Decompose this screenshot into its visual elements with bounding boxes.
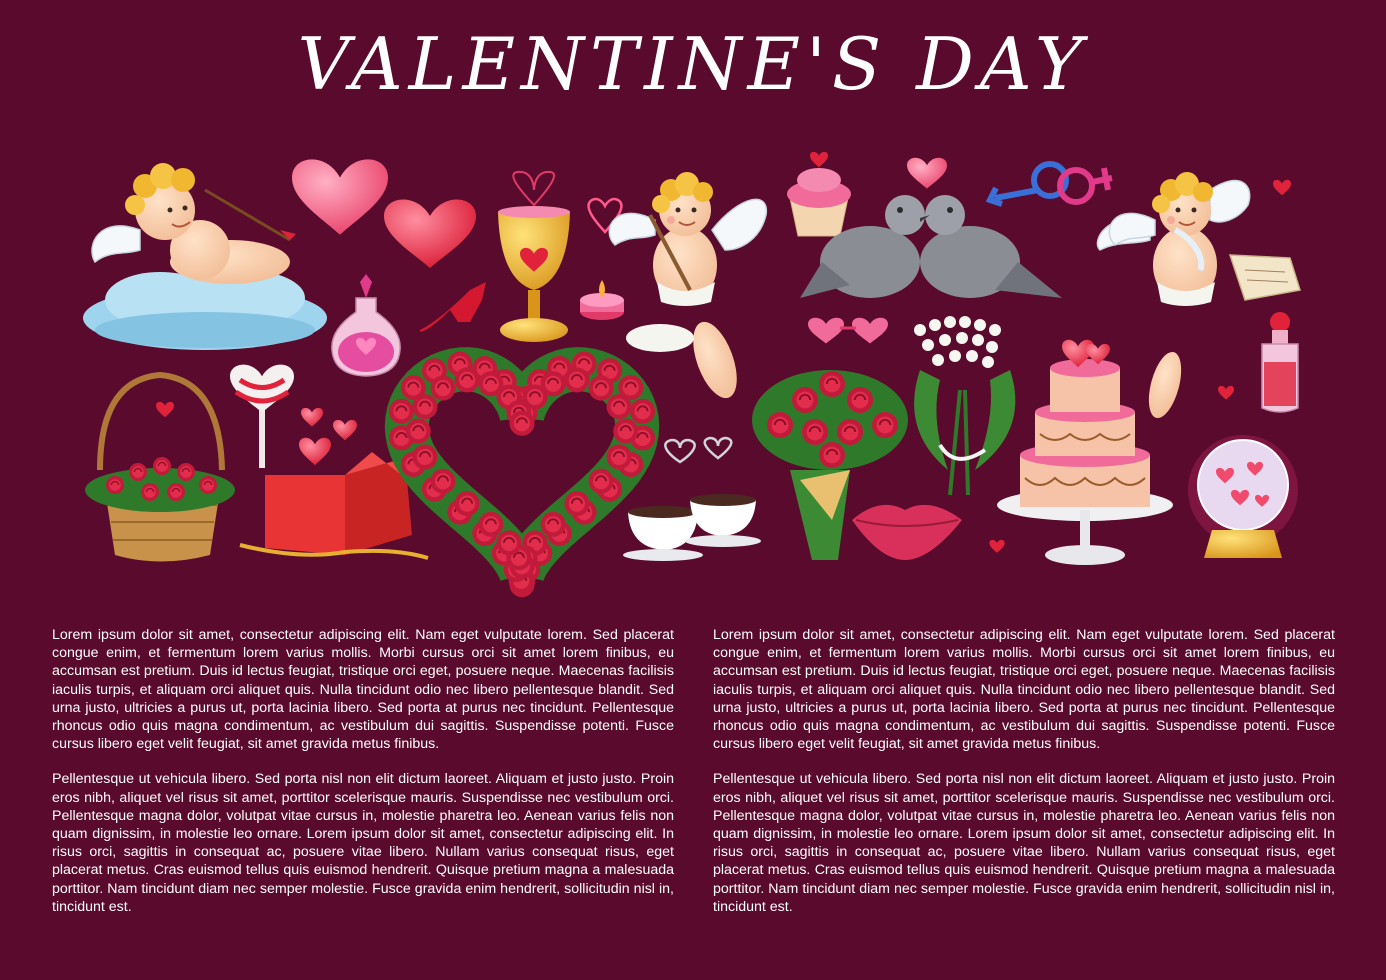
body-paragraph: Pellentesque ut vehicula libero. Sed porta nisl non elit dictum laoreet. Aliquam et justo justo. Proin eros nibh, aliquet vel risus sit amet, porttitor scelerisque mauris. Suspendisse nec vestibulum orci. Pellentesque magna dolor, volutpat vitae cursus in, molestie pharetra leo. Aenean varius felis non quam dignissim, in molestie leo ornare. Lorem ipsum dolor sit amet, consectetur adipiscing elit. In risus orci, sagittis in consequat ac, posuere vitae libero. Nullam varius consequat risus, eget placerat metus. Cras euismod tellus quis euismod hendrerit. Quisque pretium magna a malesuada porttitor. Nam tincidunt diam nec semper molestie. Fusce gravida enim hendrerit, sollicitudin nisl in, tincidunt est. (713, 771, 1335, 915)
wreath-rose (431, 376, 456, 401)
wreath-rose (541, 371, 566, 396)
floating-heart-icon (1273, 180, 1291, 195)
wreath-rose (509, 411, 534, 436)
rose-heart-wreath (389, 352, 655, 598)
wreath-rose (607, 444, 632, 469)
wreath-rose (413, 394, 438, 419)
candle (580, 280, 624, 320)
wreath-rose (455, 491, 480, 516)
wreath-rose (413, 444, 438, 469)
cupid-on-cloud (83, 163, 327, 350)
wreath-rose (478, 512, 503, 537)
body-paragraph: Lorem ipsum dolor sit amet, consectetur adipiscing elit. Nam eget vulputate lorem. Sed placerat congue enim, et fermentum lorem varius mollis. Morbi cursus orci sit amet lorem finibus, eu accumsan est pretium. Duis id lectus feugiat, tristique orci eget, posuere neque. Maecenas facilisis iaculis turpis, et aliquam orci aliquet quis. Nulla tincidunt odio nec libero pellentesque blandit. Sed urna justo, ultricies a purus ut, porta lacinia libero. Sed porta at purus nec tincidunt. Pellentesque rhoncus odio quis magna condimentum, ac vestibulum dui sagittis. Suspendisse potenti. Fusce cursus libero eget velit feugiat, sit amet gravida metus finibus. (713, 627, 1335, 753)
wreath-rose (613, 419, 638, 444)
body-paragraph: Lorem ipsum dolor sit amet, consectetur adipiscing elit. Nam eget vulputate lorem. Sed placerat congue enim, et fermentum lorem varius mollis. Morbi cursus orci sit amet lorem finibus, eu accumsan est pretium. Duis id lectus feugiat, tristique orci eget, posuere neque. Maecenas facilisis iaculis turpis, et aliquam orci aliquet quis. Nulla tincidunt odio nec libero pellentesque blandit. Sed urna justo, ultricies a purus ut, porta lacinia libero. Sed porta at purus nec tincidunt. Pellentesque rhoncus odio quis magna condimentum, ac vestibulum dui sagittis. Suspendisse potenti. Fusce cursus libero eget velit feugiat, sit amet gravida metus finibus. (52, 627, 674, 753)
wreath-rose (630, 399, 655, 424)
potion-bottle (1262, 312, 1298, 412)
wreath-rose (607, 394, 632, 419)
cupcake (787, 152, 851, 236)
page-title: VALENTINE'S DAY (297, 22, 1089, 106)
wreath-rose (564, 491, 589, 516)
wreath-rose (541, 512, 566, 537)
crystal-ball (1188, 435, 1298, 558)
wreath-rose (497, 530, 522, 555)
love-potion (332, 274, 400, 376)
floating-heart-icon (989, 540, 1004, 553)
lips-icon (852, 505, 962, 560)
wedding-cake (997, 340, 1173, 565)
wreath-rose (589, 469, 614, 494)
wreath-rose (431, 469, 456, 494)
text-column-right (713, 626, 1335, 933)
lollipop (230, 365, 294, 468)
wreath-rose (455, 367, 480, 392)
wreath-rose (406, 419, 431, 444)
floating-heart-icon (1218, 386, 1234, 400)
high-heel-shoe (420, 282, 486, 332)
floating-heart-icon (907, 158, 947, 189)
gender-symbols-icon (990, 164, 1112, 204)
body-paragraph: Pellentesque ut vehicula libero. Sed porta nisl non elit dictum laoreet. Aliquam et justo justo. Proin eros nibh, aliquet vel risus sit amet, porttitor scelerisque mauris. Suspendisse nec vestibulum orci. Pellentesque magna dolor, volutpat vitae cursus in, molestie pharetra leo. Aenean varius felis non quam dignissim, in molestie leo ornare. Lorem ipsum dolor sit amet, consectetur adipiscing elit. In risus orci, sagittis in consequat ac, posuere vitae libero. Nullam varius consequat risus, eget placerat metus. Cras euismod tellus quis euismod hendrerit. Quisque pretium magna a malesuada porttitor. Nam tincidunt diam nec semper molestie. Fusce gravida enim hendrerit, sollicitudin nisl in, tincidunt est. (52, 771, 674, 915)
wreath-rose (389, 399, 414, 424)
text-column-left (52, 626, 674, 933)
flower-basket (85, 375, 235, 562)
wreath-rose (564, 367, 589, 392)
double-hearts (292, 159, 476, 268)
wreath-rose (589, 376, 614, 401)
heart-sunglasses (808, 318, 888, 344)
lily-of-the-valley (914, 316, 1015, 495)
golden-goblet (498, 172, 570, 342)
